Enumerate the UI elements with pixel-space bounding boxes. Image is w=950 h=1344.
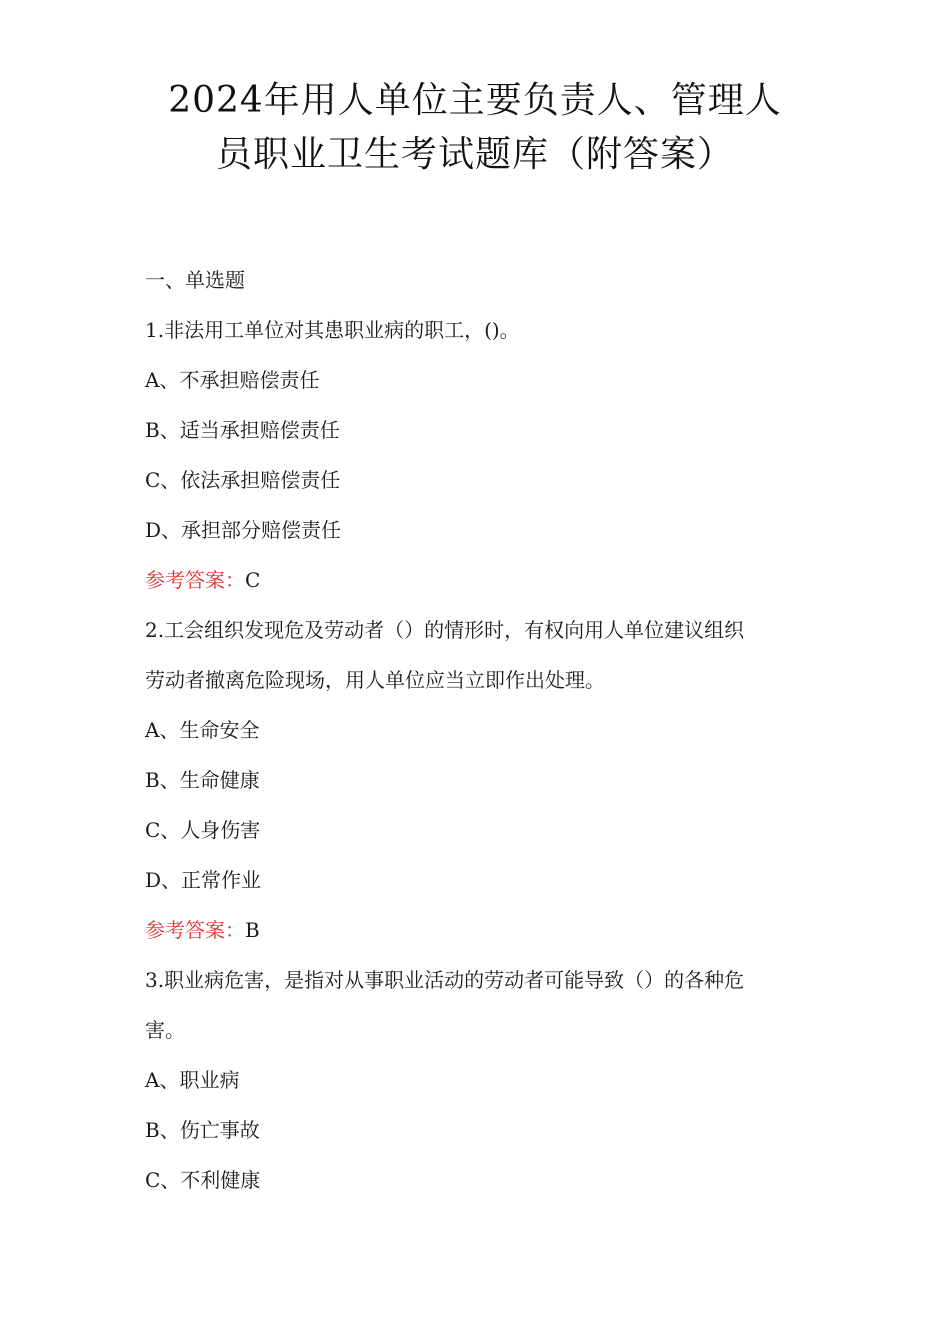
option-c: C、人身伤害 bbox=[145, 818, 261, 842]
option-b: B、适当承担赔偿责任 bbox=[145, 418, 340, 442]
answer-line bbox=[145, 555, 820, 605]
option-b: B、伤亡事故 bbox=[145, 1118, 260, 1142]
option-d: D、正常作业 bbox=[145, 868, 262, 892]
option-c: C、不利健康 bbox=[145, 1168, 261, 1192]
question-1 bbox=[145, 305, 820, 605]
option-d: D、承担部分赔偿责任 bbox=[145, 518, 342, 542]
question-3 bbox=[145, 955, 820, 1205]
question-stem: 2.工会组织发现危及劳动者（）的情形时，有权向用人单位建议组织 bbox=[145, 618, 745, 642]
question-stem-continued: 劳动者撤离危险现场，用人单位应当立即作出处理。 bbox=[145, 668, 605, 692]
question-2 bbox=[145, 605, 820, 955]
option-c: C、依法承担赔偿责任 bbox=[145, 468, 341, 492]
answer-label: 参考答案： bbox=[145, 918, 245, 942]
option-a: A、不承担赔偿责任 bbox=[145, 368, 320, 392]
answer-label: 参考答案： bbox=[145, 568, 245, 592]
document-body bbox=[145, 255, 820, 1205]
document-title bbox=[0, 74, 950, 182]
option-a: A、生命安全 bbox=[145, 718, 260, 742]
option-a: A、职业病 bbox=[145, 1068, 240, 1092]
question-stem: 3.职业病危害，是指对从事职业活动的劳动者可能导致（）的各种危 bbox=[145, 968, 745, 992]
question-stem-continued: 害。 bbox=[145, 1018, 185, 1042]
question-stem: 1.非法用工单位对其患职业病的职工，()。 bbox=[145, 318, 520, 342]
title-line-2: 员职业卫生考试题库（附答案） bbox=[215, 134, 734, 175]
answer-line bbox=[145, 905, 820, 955]
title-line-1: 2024年用人单位主要负责人、管理人 bbox=[168, 80, 782, 121]
option-b: B、生命健康 bbox=[145, 768, 260, 792]
section-heading: 一、单选题 bbox=[145, 268, 245, 292]
answer-value: B bbox=[245, 918, 260, 942]
answer-value: C bbox=[245, 568, 261, 592]
